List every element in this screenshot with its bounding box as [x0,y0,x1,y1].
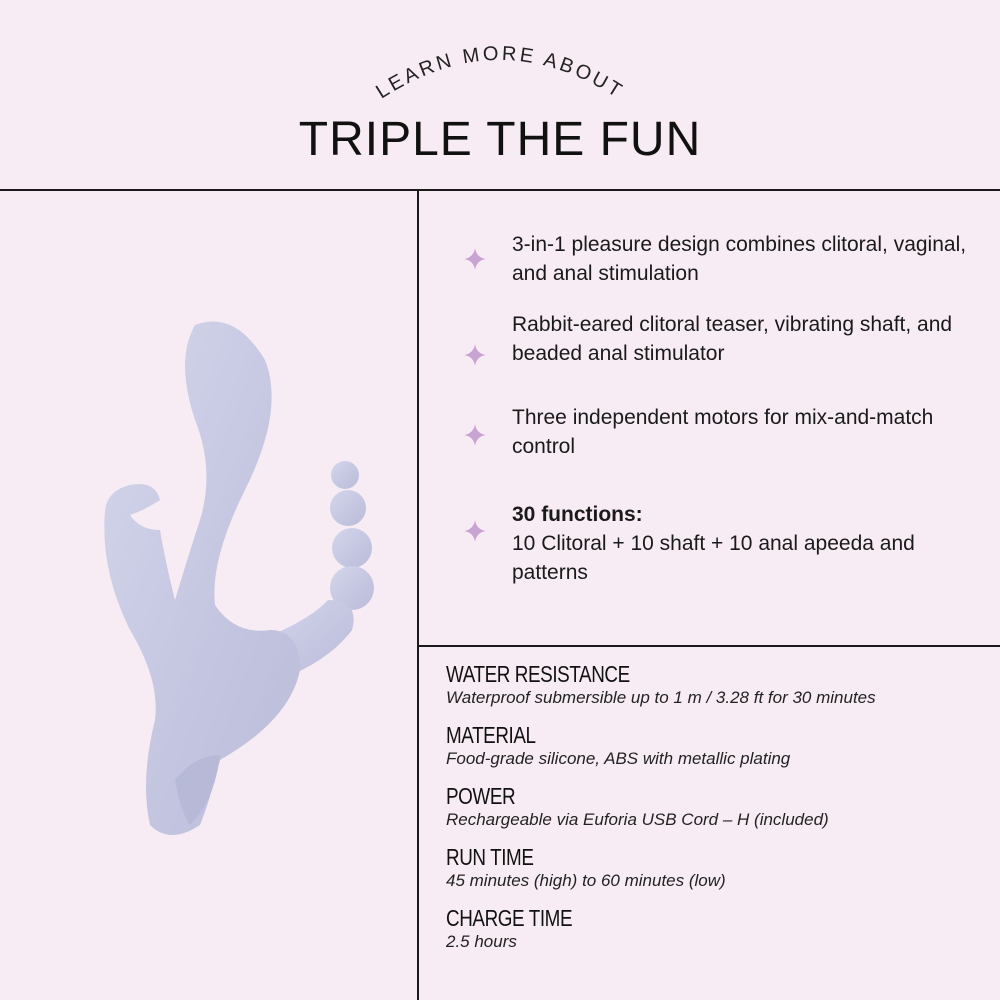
feature-text: Three independent motors for mix-and-match control [512,406,934,458]
feature-text: 3-in-1 pleasure design combines clitoral, vaginal, and anal stimulation [512,233,967,285]
product-image [60,300,400,860]
spec-item [446,660,986,708]
spec-value: Waterproof submersible up to 1 m / 3.28 ft for 30 minutes [446,688,876,707]
divider-vertical [417,190,419,1000]
feature-text [512,500,982,587]
spec-label: WATER RESISTANCE [446,661,630,687]
features-panel [420,192,1000,644]
spec-item [446,904,986,952]
divider-horizontal-top [0,189,1000,191]
header [0,0,1000,190]
spec-value: 2.5 hours [446,932,517,951]
sparkle-icon [464,344,486,366]
vibrator-body [104,322,300,835]
spec-label: RUN TIME [446,844,534,870]
spec-item [446,782,986,830]
feature-bold-label: 30 functions: [512,503,643,526]
kicker-text: LEARN MORE ABOUT [372,42,628,104]
sparkle-icon [464,520,486,542]
sparkle-icon [464,248,486,270]
spec-value: 45 minutes (high) to 60 minutes (low) [446,871,726,890]
sparkle-icon [464,424,486,446]
spec-value: Rechargeable via Euforia USB Cord – H (included) [446,810,829,829]
feature-text: Rabbit-eared clitoral teaser, vibrating shaft, and beaded anal stimulator [512,313,953,365]
spec-label: POWER [446,783,516,809]
feature-detail: 10 Clitoral + 10 shaft + 10 anal apeeda and patterns [512,532,915,584]
svg-text:LEARN MORE ABOUT [372,43,627,104]
spec-value: Food-grade silicone, ABS with metallic plating [446,749,791,768]
spec-label: CHARGE TIME [446,905,573,931]
spec-item [446,843,986,891]
spec-item [446,721,986,769]
spec-label: MATERIAL [446,722,536,748]
kicker-arc [350,20,650,120]
page-title: TRIPLE THE FUN [298,113,702,166]
specs-panel [446,660,986,965]
divider-horizontal-mid [418,645,1000,647]
